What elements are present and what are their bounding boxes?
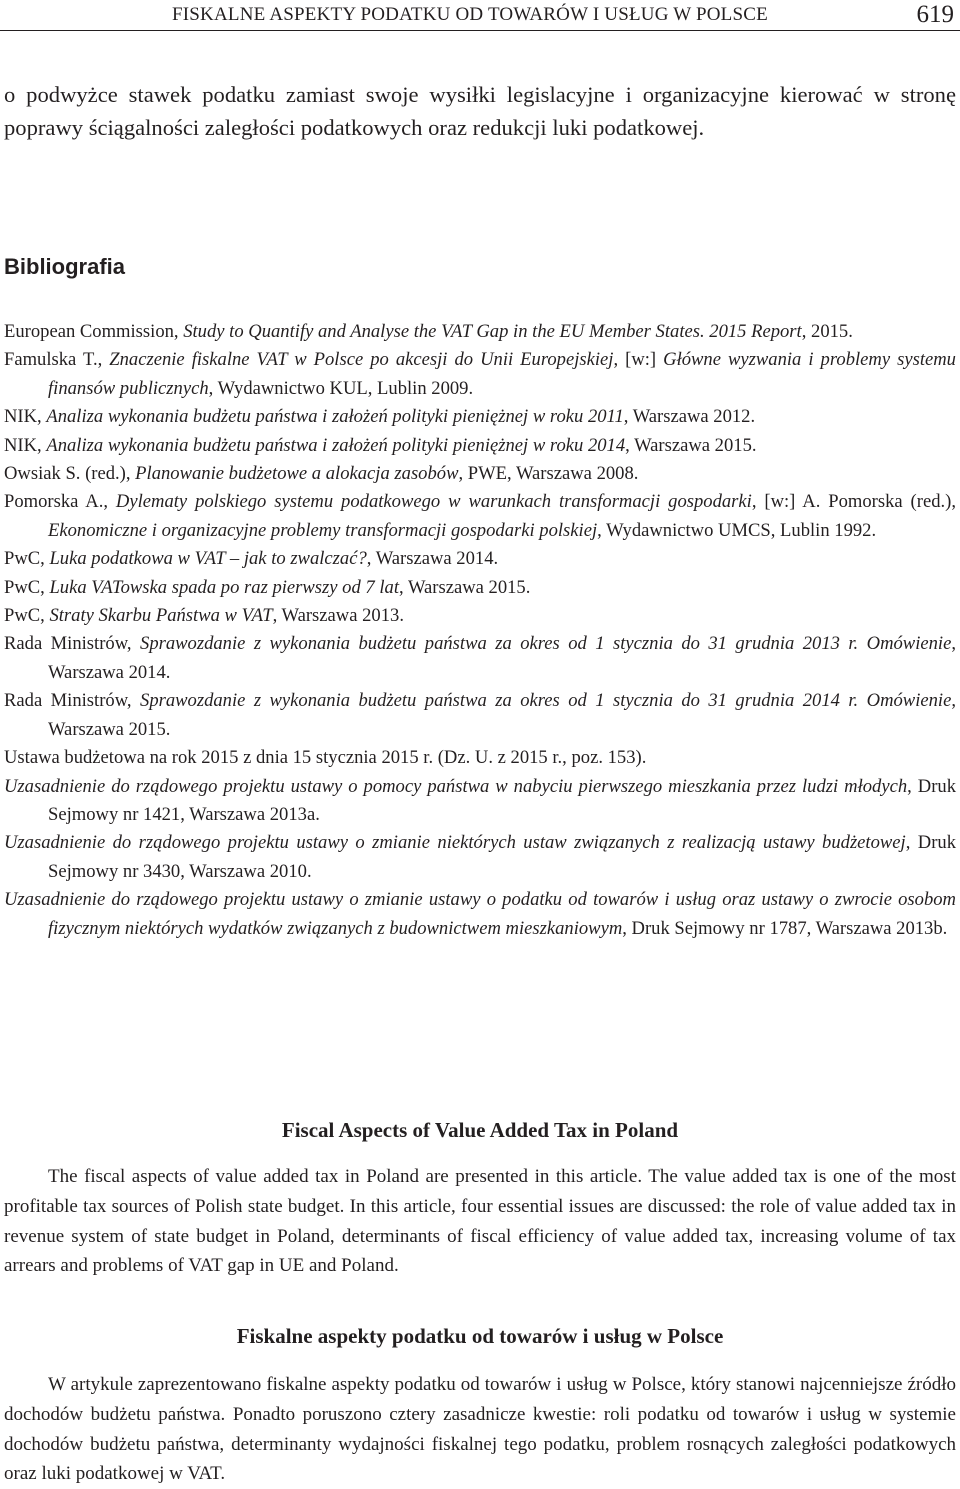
bib-author: NIK, (4, 434, 47, 456)
bib-entry (4, 545, 956, 573)
bib-rest: , Warszawa 2012. (623, 406, 756, 428)
bib-title: Znaczenie fiskalne VAT w Polsce po akcesji do Unii Europejskiej (109, 349, 614, 371)
bibliography-list (4, 318, 956, 943)
bib-volume-title: Główne wyzwania i problemy systemu finansów publicznych (48, 349, 956, 399)
bib-author: Owsiak S. (red.), (4, 463, 136, 485)
abstract-title-pl: Fiskalne aspekty podatku od towarów i usług w Polsce (236, 1324, 724, 1348)
bib-author: Pomorska A., (4, 491, 116, 513)
running-header (0, 0, 960, 31)
bib-entry (4, 574, 956, 602)
bib-entry (4, 886, 956, 943)
bib-rest: , Warszawa 2014. (366, 548, 499, 570)
bib-author: Ustawa budżetowa na rok 2015 z dnia 15 stycznia 2015 r. (Dz. U. z 2015 r., poz. 153). (4, 747, 647, 769)
bib-rest: , Druk Sejmowy nr 1421, Warszawa 2013a. (48, 775, 956, 825)
bibliography-heading: Bibliografia (4, 254, 126, 279)
bib-entry (4, 829, 956, 886)
bib-entry (4, 346, 956, 403)
bib-author: PwC, (4, 576, 50, 598)
bib-rest: , Wydawnictwo KUL, Lublin 2009. (208, 377, 474, 399)
bib-title: Luka VATowska spada po raz pierwszy od 7 lat (49, 576, 399, 598)
bib-title: Planowanie budżetowe a alokacja zasobów (135, 463, 459, 485)
bib-title: Uzasadnienie do rządowego projektu ustawy o pomocy państwa w nabyciu pierwszego mieszkania przez ludzi młodych (4, 775, 908, 797)
bib-rest: , Warszawa 2013. (272, 605, 404, 627)
bib-title: Luka podatkowa w VAT – jak to zwalczać? (49, 548, 367, 570)
abstract-title-en: Fiscal Aspects of Value Added Tax in Poland (281, 1118, 679, 1142)
bib-author: European Commission, (4, 321, 184, 342)
bib-entry (4, 773, 956, 830)
bib-entry (4, 432, 956, 460)
bib-title: Sprawozdanie z wykonania budżetu państwa za okres od 1 stycznia do 31 grudnia 2013 r. Omówienie (140, 633, 952, 655)
bib-entry (4, 602, 956, 630)
page-number: 619 (916, 1, 954, 28)
bib-volume-title: Ekonomiczne i organizacyjne problemy transformacji gospodarki polskiej (48, 519, 598, 541)
bib-title: Uzasadnienie do rządowego projektu ustawy o zmianie ustawy o podatku od towarów i usług oraz ustawy o zwrocie osobom fizycznym niektórych wydatków związanych z budownictwem mieszkaniowym (4, 889, 956, 939)
bib-rest: , Wydawnictwo UMCS, Lublin 1992. (597, 519, 877, 541)
running-title: FISKALNE ASPEKTY PODATKU OD TOWARÓW I USŁUG W POLSCE (172, 4, 768, 25)
bib-title: Dylematy polskiego systemu podatkowego w warunkach transformacji gospodarki (115, 491, 752, 513)
bib-entry (4, 744, 956, 772)
abstract-body-en: The fiscal aspects of value added tax in Poland are presented in this article. The value added tax is one of the most profitable tax sources of Polish state budget. In this article, four essential issues are discussed: the role of value added tax in revenue system of state budget in Poland, determinants of fiscal efficiency of value added tax, increasing volume of tax arrears and problems of VAT gap in UE and Poland. (4, 1166, 956, 1277)
bib-title: Sprawozdanie z wykonania budżetu państwa za okres od 1 stycznia do 31 grudnia 2014 r. Omówienie (140, 690, 952, 712)
bib-rest: , Druk Sejmowy nr 3430, Warszawa 2010. (48, 832, 956, 882)
bib-rest: , Warszawa 2014. (48, 633, 956, 683)
bib-entry (4, 318, 956, 346)
bib-title: Analiza wykonania budżetu państwa i założeń polityki pieniężnej w roku 2014 (46, 434, 626, 456)
bib-entry (4, 403, 956, 431)
continuation-paragraph: o podwyżce stawek podatku zamiast swoje wysiłki legislacyjne i organizacyjne kierować w stronę poprawy ściągalności zaległości podatkowych oraz redukcji luki podatkowej. (4, 82, 956, 140)
bib-title: Study to Quantify and Analyse the VAT Gap in the EU Member States. 2015 Report (183, 321, 802, 342)
bib-rest: , Warszawa 2015. (48, 690, 956, 740)
bib-connector: , [w:] A. Pomorska (red.), (751, 491, 956, 513)
bib-rest: , PWE, Warszawa 2008. (458, 463, 639, 485)
bib-rest: , Druk Sejmowy nr 1787, Warszawa 2013b. (622, 917, 948, 939)
bib-rest: , 2015. (801, 321, 853, 342)
bib-title: Straty Skarbu Państwa w VAT (49, 605, 273, 627)
bib-author: PwC, (4, 605, 50, 627)
abstract-body-pl: W artykule zaprezentowano fiskalne aspekty podatku od towarów i usług w Polsce, który stanowi najcenniejsze źródło dochodów budżetu państwa. Ponadto poruszono cztery zasadnicze kwestie: roli podatku od towarów i usług w systemie dochodów budżetu państwa, determinanty wydajności fiskalnej tego podatku, problem rosnących zaległości podatkowych oraz luki podatkowej w VAT. (4, 1374, 956, 1485)
bib-entry (4, 687, 956, 744)
bib-author: PwC, (4, 548, 50, 570)
bib-author: Rada Ministrów, (4, 690, 141, 712)
bib-title: Analiza wykonania budżetu państwa i założeń polityki pieniężnej w roku 2011 (46, 406, 624, 428)
bib-connector: , [w:] (613, 349, 664, 371)
bib-author: Rada Ministrów, (4, 633, 141, 655)
bib-title: Uzasadnienie do rządowego projektu ustawy o zmianie niektórych ustaw związanych z realizacją ustawy budżetowej (4, 832, 906, 854)
bib-author: Famulska T., (4, 349, 110, 371)
bib-rest: , Warszawa 2015. (625, 434, 757, 456)
bib-rest: , Warszawa 2015. (399, 576, 531, 598)
bib-entry (4, 630, 956, 687)
bib-entry (4, 460, 956, 488)
bib-author: NIK, (4, 406, 47, 428)
bib-entry (4, 488, 956, 545)
